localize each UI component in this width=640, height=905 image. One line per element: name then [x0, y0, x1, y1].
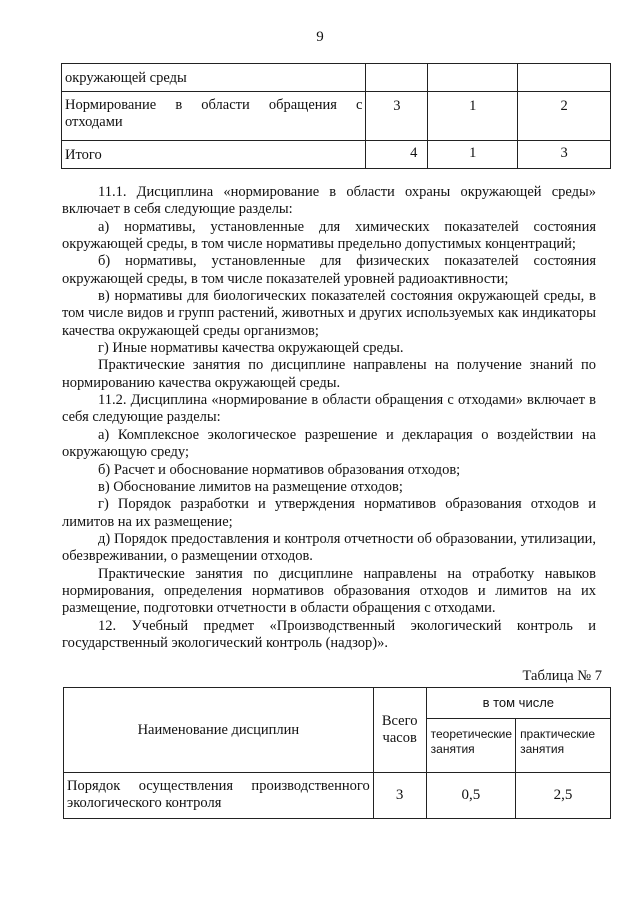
list-item: а) Комплексное экологическое разрешение и декларация о воздействии на окружающую среду; [62, 426, 596, 461]
total-hours-cell [366, 64, 428, 92]
header-practice [516, 719, 611, 773]
total-hours-cell: 3 [373, 773, 426, 819]
list-item: б) нормативы, установленные для физических показателей состояния окружающей среды, в том числе показателей уровней радиоактивности; [62, 253, 596, 287]
table-header-row [64, 688, 611, 719]
header-total-hours [373, 688, 426, 773]
list-item: б) Расчет и обоснование нормативов образования отходов; [98, 461, 461, 478]
list-item: в) Обоснование лимитов на размещение отходов; [98, 478, 403, 495]
hours-table-7 [63, 687, 611, 819]
discipline-name-line: отходами [65, 114, 123, 130]
table-caption: Таблица № 7 [522, 668, 602, 684]
discipline-name-cell: окружающей среды [62, 64, 366, 92]
practice-hours-cell: 2,5 [516, 773, 611, 819]
header-theory-line: теоретические [430, 727, 513, 741]
paragraph: Практические занятия по дисциплине направлены на получение знаний по нормированию качества окружающей среды. [62, 357, 596, 391]
list-item: г) Иные нормативы качества окружающей среды. [98, 340, 404, 357]
discipline-name-line: Нормирование в области обращения с [65, 97, 363, 113]
list-item: д) Порядок предоставления и контроля отчетности об образовании, утилизации, обезвреживании, о размещении отходов. [62, 530, 596, 565]
header-theory [426, 719, 515, 773]
total-hours-cell: 4 [366, 141, 428, 169]
header-practice-line: занятия [520, 742, 565, 756]
table-row [62, 64, 611, 92]
table-row [64, 773, 611, 819]
list-item: г) Порядок разработки и утверждения нормативов образования отходов и лимитов на их размещение; [62, 496, 596, 530]
discipline-name-line: экологического контроля [67, 795, 222, 811]
theory-hours-cell: 1 [428, 141, 518, 169]
discipline-name-cell: Итого [62, 141, 366, 169]
header-including: в том числе [426, 688, 610, 719]
theory-hours-cell [428, 64, 518, 92]
hours-table-continued [61, 63, 611, 169]
page-number: 9 [316, 29, 324, 45]
header-total-line: часов [382, 730, 417, 746]
list-item: в) нормативы для биологических показателей состояния окружающей среды, в том числе видов и групп растений, животных и других используемых как индикаторы качества окружающей среды организмов; [62, 288, 596, 339]
table-row [62, 92, 611, 141]
paragraph: 11.1. Дисциплина «нормирование в области охраны окружающей среды» включает в себя следующие разделы: [62, 184, 596, 218]
paragraph: 11.2. Дисциплина «нормирование в области обращения с отходами» включает в себя следующие разделы: [62, 392, 596, 426]
section-heading: 12. Учебный предмет «Производственный экологический контроль и государственный экологический контроль (надзор)». [62, 617, 596, 651]
theory-hours-cell: 0,5 [426, 773, 515, 819]
theory-hours-cell: 1 [428, 92, 518, 141]
header-theory-line: занятия [430, 742, 475, 756]
header-total-line: Всего [381, 713, 418, 729]
header-practice-line: практические [520, 727, 596, 741]
list-item: а) нормативы, установленные для химических показателей состояния окружающей среды, в том числе нормативы предельно допустимых концентраций; [62, 218, 596, 253]
table-row [62, 141, 611, 169]
discipline-name-cell [62, 92, 366, 141]
paragraph: Практические занятия по дисциплине направлены на отработку навыков нормирования, определения нормативов образования отходов и лимитов на их размещение, подготовки отчетности в области обращения с отходами. [62, 565, 596, 617]
header-discipline-name: Наименование дисциплин [64, 688, 374, 773]
discipline-name-line: Порядок осуществления производственного [67, 778, 370, 794]
body-text [62, 184, 596, 652]
practice-hours-cell: 3 [518, 141, 611, 169]
practice-hours-cell [518, 64, 611, 92]
total-hours-cell: 3 [366, 92, 428, 141]
discipline-name-cell [64, 773, 374, 819]
practice-hours-cell: 2 [518, 92, 611, 141]
